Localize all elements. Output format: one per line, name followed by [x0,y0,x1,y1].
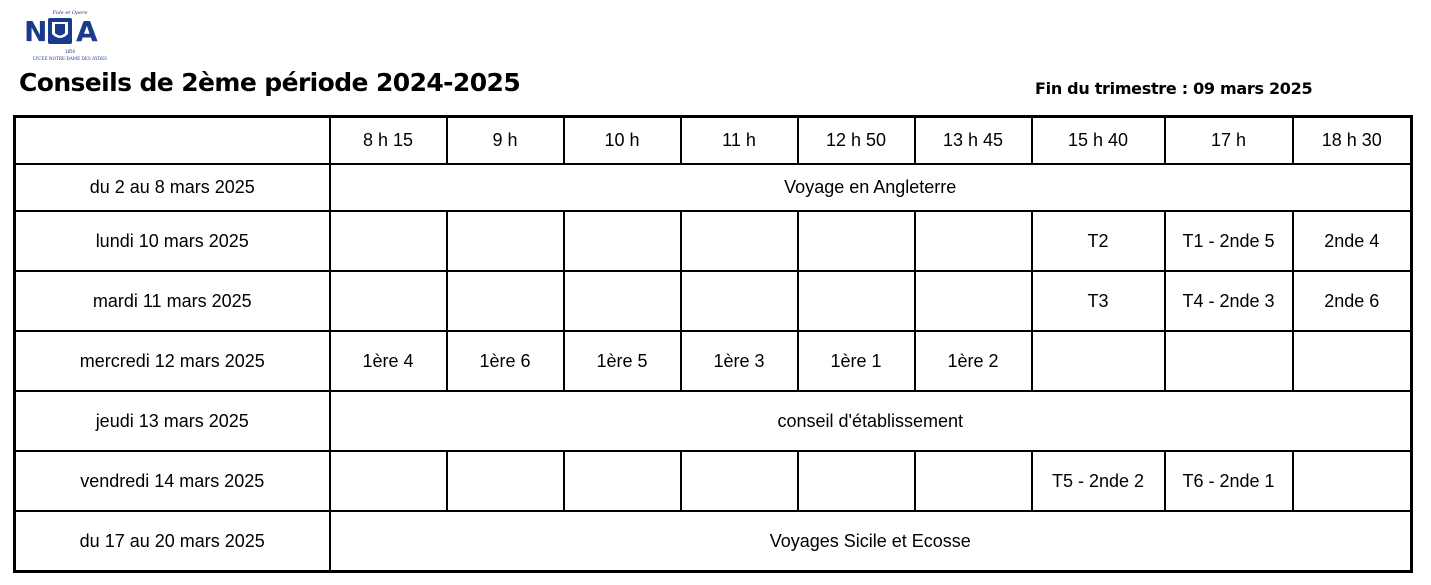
table-row [15,211,1412,271]
slot-cell: 1ère 4 [330,331,447,391]
time-header: 12 h 50 [798,117,915,165]
slot-cell [798,451,915,511]
slot-cell [915,211,1032,271]
date-cell: lundi 10 mars 2025 [15,211,330,271]
end-of-term-label: Fin du trimestre : 09 mars 2025 [1035,79,1313,98]
slot-cell: 1ère 2 [915,331,1032,391]
slot-cell [1165,331,1293,391]
table-row [15,391,1412,451]
slot-cell [330,271,447,331]
date-cell: du 2 au 8 mars 2025 [15,164,330,211]
table-row [15,451,1412,511]
logo-school-name: LYCEE NOTRE-DAME DES AYDES [32,56,108,61]
time-header: 15 h 40 [1032,117,1165,165]
slot-cell [915,271,1032,331]
slot-cell [447,211,564,271]
slot-cell: T2 [1032,211,1165,271]
slot-cell [915,451,1032,511]
slot-cell [564,451,681,511]
slot-cell: 1ère 6 [447,331,564,391]
slot-cell [330,211,447,271]
logo-year: 1850 [64,49,76,54]
slot-cell [681,451,798,511]
table-row [15,331,1412,391]
slot-cell [681,271,798,331]
time-header: 18 h 30 [1293,117,1412,165]
slot-cell [798,211,915,271]
slot-cell: 1ère 5 [564,331,681,391]
slot-cell [564,271,681,331]
slot-cell [681,211,798,271]
school-logo [20,8,120,64]
time-header: 13 h 45 [915,117,1032,165]
time-header: 9 h [447,117,564,165]
slot-cell [1293,331,1412,391]
slot-cell: T6 - 2nde 1 [1165,451,1293,511]
logo-motto: Fide et Opere [52,10,88,16]
date-cell: du 17 au 20 mars 2025 [15,511,330,572]
event-span-cell: conseil d'établissement [330,391,1412,451]
slot-cell: T4 - 2nde 3 [1165,271,1293,331]
date-cell: vendredi 14 mars 2025 [15,451,330,511]
slot-cell [330,451,447,511]
corner-cell [15,117,330,165]
slot-cell [798,271,915,331]
slot-cell [1032,331,1165,391]
date-cell: jeudi 13 mars 2025 [15,391,330,451]
slot-cell [447,271,564,331]
slot-cell: 2nde 6 [1293,271,1412,331]
slot-cell [1293,451,1412,511]
slot-cell: 1ère 1 [798,331,915,391]
table-row [15,511,1412,572]
slot-cell: 2nde 4 [1293,211,1412,271]
slot-cell: T1 - 2nde 5 [1165,211,1293,271]
event-span-cell: Voyages Sicile et Ecosse [330,511,1412,572]
slot-cell: T3 [1032,271,1165,331]
slot-cell [564,211,681,271]
time-header: 11 h [681,117,798,165]
time-header: 8 h 15 [330,117,447,165]
time-header: 10 h [564,117,681,165]
event-span-cell: Voyage en Angleterre [330,164,1412,211]
council-schedule-table [13,115,1413,573]
svg-text:A: A [76,15,98,48]
slot-cell: T5 - 2nde 2 [1032,451,1165,511]
slot-cell [447,451,564,511]
slot-cell: 1ère 3 [681,331,798,391]
table-row [15,164,1412,211]
svg-text:N: N [24,15,48,48]
page-title: Conseils de 2ème période 2024-2025 [19,68,521,97]
date-cell: mardi 11 mars 2025 [15,271,330,331]
table-row [15,271,1412,331]
date-cell: mercredi 12 mars 2025 [15,331,330,391]
header-row [15,117,1412,165]
time-header: 17 h [1165,117,1293,165]
